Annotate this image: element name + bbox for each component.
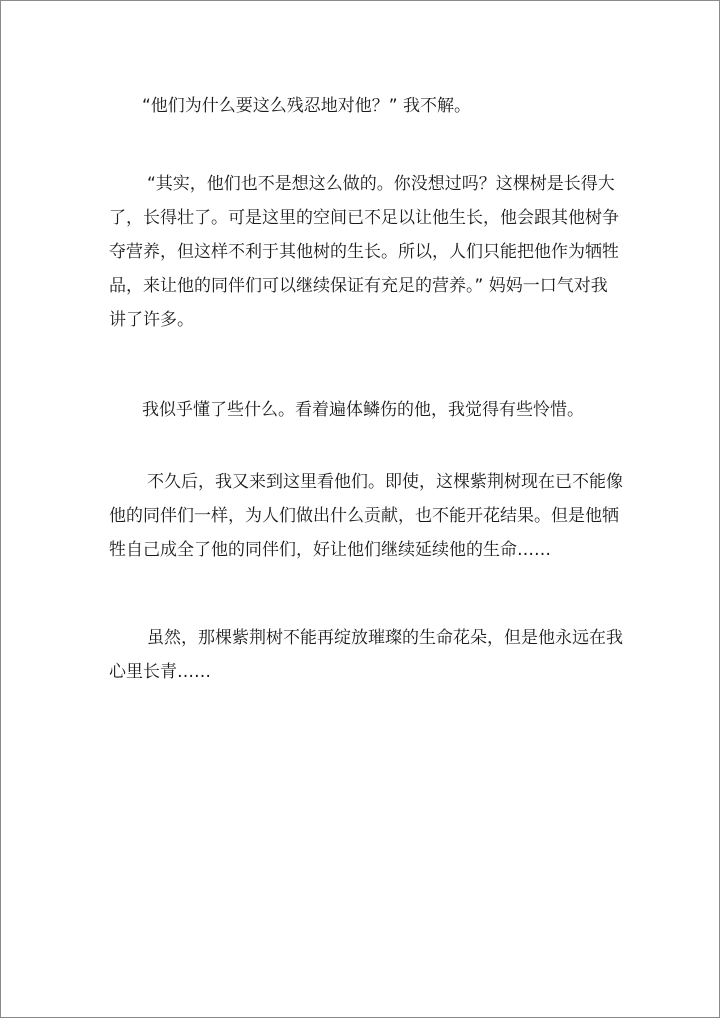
paragraph-5 xyxy=(109,621,623,689)
text-line: 牲自己成全了他的同伴们，好让他们继续延续他的生命…… xyxy=(109,540,551,560)
paragraph-2 xyxy=(109,167,619,337)
text-line: 讲了许多。 xyxy=(109,310,194,330)
text-line: 夺营养，但这样不利于其他树的生长。所以，人们只能把他作为牺牲 xyxy=(109,242,619,262)
text-line: 品，来让他的同伴们可以继续保证有充足的营养。” 妈妈一口气对我 xyxy=(109,276,608,296)
paragraph-1 xyxy=(142,89,471,123)
paragraph-4 xyxy=(109,465,623,567)
paragraph-3 xyxy=(142,393,584,427)
text-line: 他的同伴们一样，为人们做出什么贡献，也不能开花结果。但是他牺 xyxy=(109,506,619,526)
text-line: 不久后，我又来到这里看他们。即使，这棵紫荆树现在已不能像 xyxy=(147,472,623,492)
text-line: 虽然，那棵紫荆树不能再绽放璀璨的生命花朵，但是他永远在我 xyxy=(147,628,623,648)
text-line: 了，长得壮了。可是这里的空间已不足以让他生长，他会跟其他树争 xyxy=(109,208,619,228)
text-line: 我似乎懂了些什么。看着遍体鳞伤的他，我觉得有些怜惜。 xyxy=(142,400,584,420)
text-line: “其实，他们也不是想这么做的。你没想过吗？这棵树是长得大 xyxy=(147,174,615,194)
text-line: “他们为什么要这么残忍地对他？” 我不解。 xyxy=(142,96,472,116)
text-line: 心里长青…… xyxy=(109,662,211,682)
